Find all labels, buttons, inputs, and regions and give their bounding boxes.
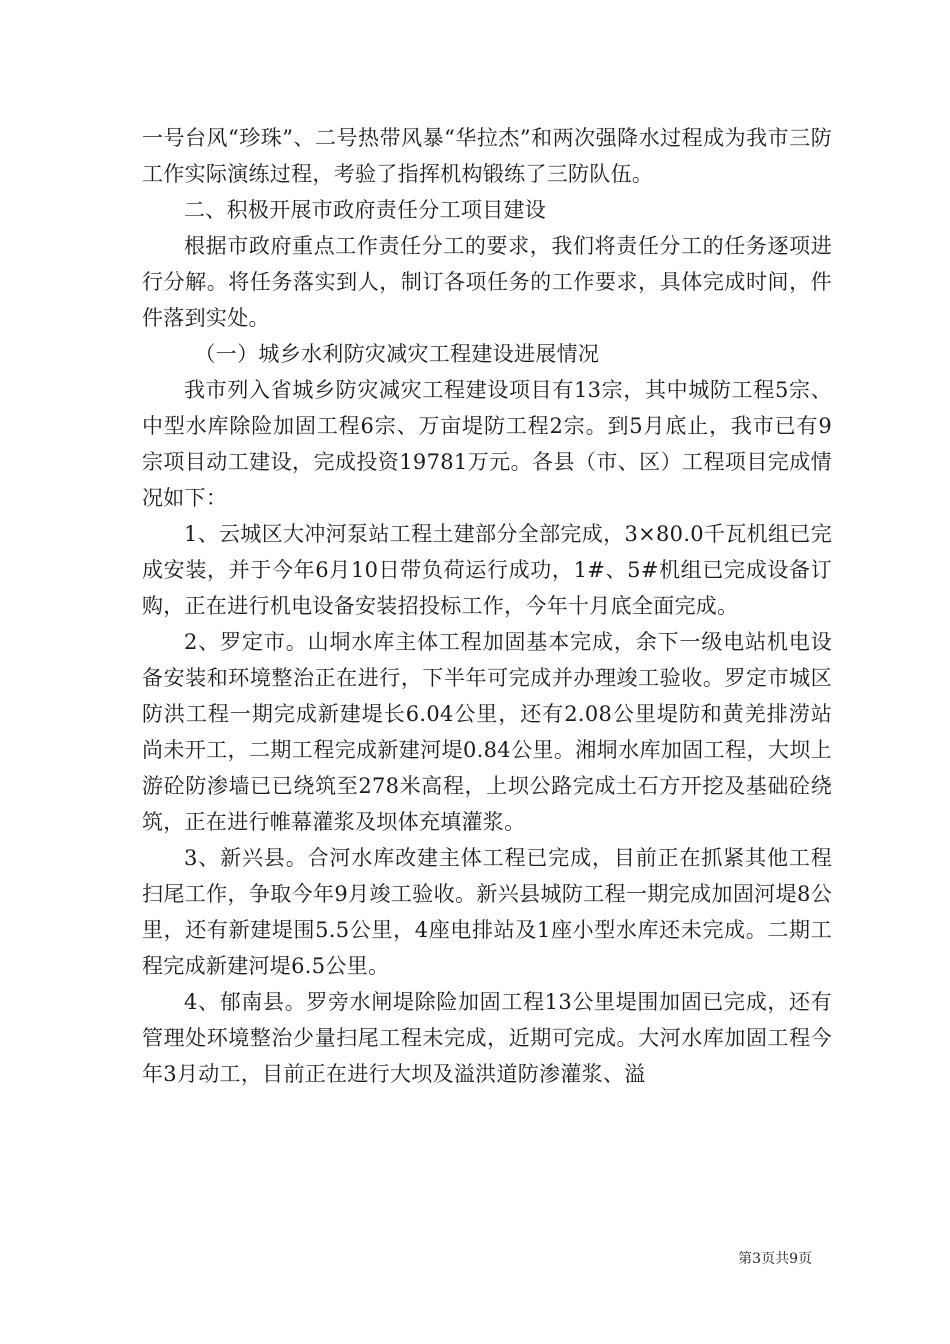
paragraph-item-yunan: 4、郁南县。罗旁水闸堤除险加固工程13公里堤围加固已完成，还有管理处环境整治少量扫尾工程未完成，近期可完成。大河水库加固工程今年3月动工，目前正在进行大坝及溢洪道防渗灌浆、溢: [142, 990, 832, 1086]
page-number: 第3页共9页: [738, 1251, 812, 1267]
paragraph-project-overview: 我市列入省城乡防灾减灾工程建设项目有13宗，其中城防工程5宗、中型水库除险加固工程6宗、万亩堤防工程2宗。到5月底止，我市已有9宗项目动工建设，完成投资19781万元。各县（市、区）工程项目完成情况如下：: [142, 378, 832, 510]
paragraph-task-breakdown: 根据市政府重点工作责任分工的要求，我们将责任分工的任务逐项进行分解。将任务落实到人，制订各项任务的工作要求，具体完成时间，件件落到实处。: [142, 234, 832, 330]
document-body: [142, 120, 832, 1092]
subsection-heading-disaster-prevention: （一）城乡水利防灾减灾工程建设进展情况: [194, 342, 600, 366]
paragraph-typhoon-summary: 一号台风“珍珠”、二号热带风暴“华拉杰”和两次强降水过程成为我市三防工作实际演练过程，考验了指挥机构锻练了三防队伍。: [142, 126, 832, 186]
section-heading-responsibility: 二、积极开展市政府责任分工项目建设: [184, 198, 547, 222]
paragraph-item-xinxing: 3、新兴县。合河水库改建主体工程已完成，目前正在抓紧其他工程扫尾工作，争取今年9月竣工验收。新兴县城防工程一期完成加固河堤8公里，还有新建堤围5.5公里，4座电排站及1座小型水库还未完成。二期工程完成新建河堤6.5公里。: [142, 846, 832, 978]
paragraph-item-yuncheng: 1、云城区大冲河泵站工程土建部分全部完成，3×80.0千瓦机组已完成安装，并于今年6月10日带负荷运行成功，1#、5#机组已完成设备订购，正在进行机电设备安装招投标工作，今年十月底全面完成。: [142, 522, 832, 618]
paragraph-item-luoding: 2、罗定市。山垌水库主体工程加固基本完成，余下一级电站机电设备安装和环境整治正在进行，下半年可完成并办理竣工验收。罗定市城区防洪工程一期完成新建堤长6.04公里，还有2.08公里堤防和黄羌排涝站尚未开工，二期工程完成新建河堤0.84公里。湘垌水库加固工程，大坝上游砼防渗墙已已绕筑至278米高程，上坝公路完成土石方开挖及基础砼绕筑，正在进行帷幕灌浆及坝体充填灌浆。: [142, 630, 832, 834]
